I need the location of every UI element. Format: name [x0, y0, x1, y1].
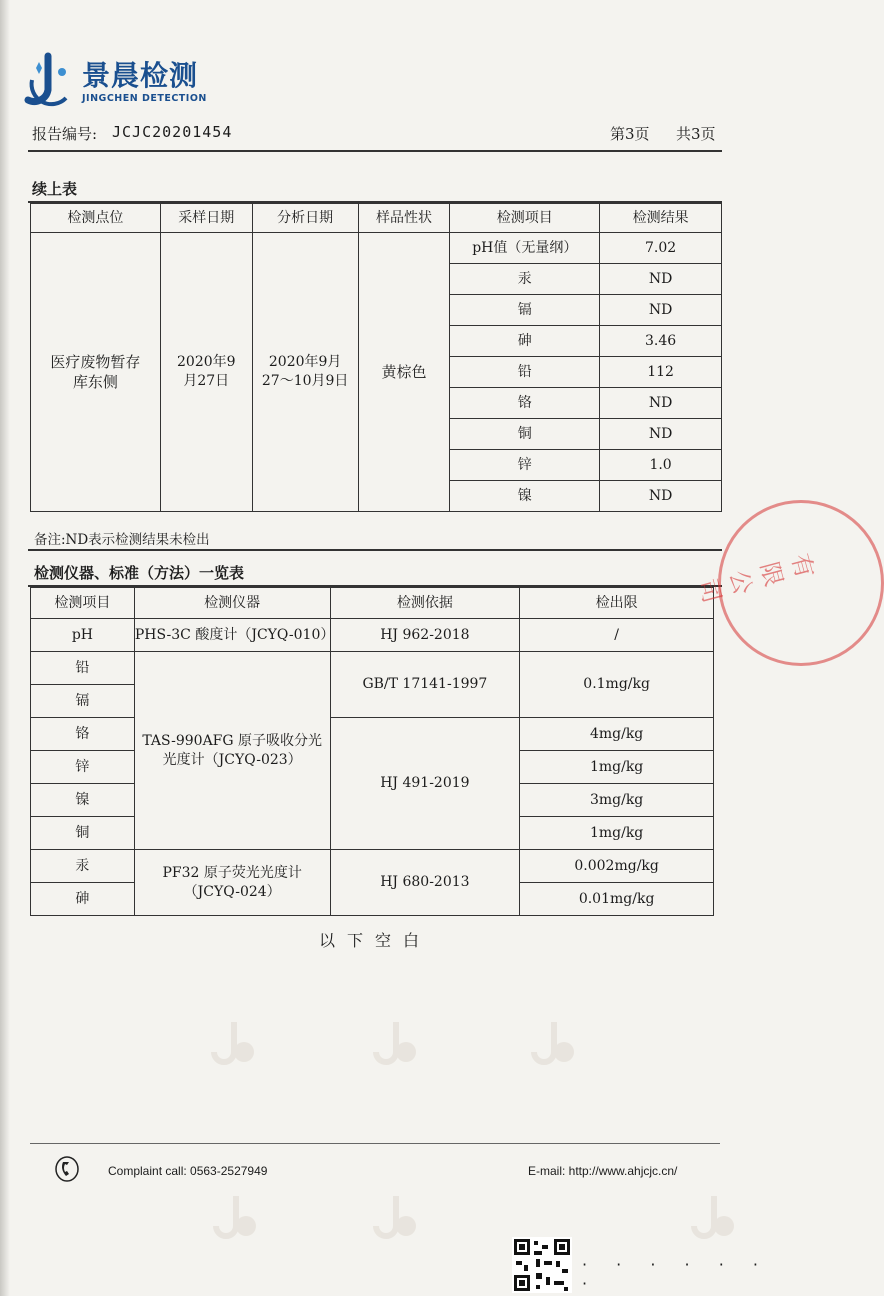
brand-name-cn: 景晨检测: [82, 59, 199, 92]
col-header: 检测项目: [31, 588, 135, 619]
instrument: TAS-990AFG 原子吸收分光光度计（JCYQ-023）: [134, 652, 330, 850]
detection-limit: /: [520, 619, 714, 652]
test-item: 铬: [450, 388, 600, 419]
watermark-logo-icon: [212, 1192, 260, 1240]
instrument: PHS-3C 酸度计（JCYQ-010）: [134, 619, 330, 652]
col-header: 检出限: [520, 588, 714, 619]
detection-limit: 0.01mg/kg: [520, 883, 714, 916]
col-header: 样品性状: [358, 204, 450, 233]
test-item: 镉: [450, 295, 600, 326]
watermark-logo-icon: [210, 1018, 258, 1066]
method-basis: HJ 962-2018: [330, 619, 520, 652]
report-number-label: 报告编号:: [32, 125, 98, 143]
col-header: 检测仪器: [134, 588, 330, 619]
brand-name-en: JINGCHEN DETECTION: [82, 93, 207, 104]
detection-limit: 1mg/kg: [520, 751, 714, 784]
jingchen-logo-icon: [22, 52, 78, 112]
results-table: [30, 203, 722, 512]
method-basis: HJ 491-2019: [330, 718, 520, 850]
company-logo: [22, 52, 222, 112]
detection-limit: 0.1mg/kg: [520, 652, 714, 718]
footer-divider: [30, 1143, 720, 1144]
method-basis: GB/T 17141-1997: [330, 652, 520, 718]
page-total: 共3页: [676, 125, 716, 143]
watermark-logo-icon: [372, 1192, 420, 1240]
website-email: E-mail: http://www.ahjcjc.cn/: [528, 1164, 678, 1178]
test-item: 汞: [450, 264, 600, 295]
test-item: pH: [31, 619, 135, 652]
phone-icon: [54, 1155, 80, 1183]
col-header: 检测结果: [600, 204, 722, 233]
watermark-logo-icon: [530, 1018, 578, 1066]
test-item: 汞: [31, 850, 135, 883]
test-item: 镍: [450, 481, 600, 512]
note-divider: [28, 549, 722, 551]
header-divider: [28, 150, 722, 152]
test-item: 铜: [31, 817, 135, 850]
analysis-date: 2020年9月27～10月9日: [252, 233, 358, 512]
instrument-section-title: 检测仪器、标准（方法）一览表: [34, 564, 245, 582]
instrument: PF32 原子荧光光度计（JCYQ-024）: [134, 850, 330, 916]
continued-title: 续上表: [32, 180, 78, 198]
sample-date: 2020年9月27日: [160, 233, 252, 512]
sample-state: 黄棕色: [358, 233, 450, 512]
test-item: 镉: [31, 685, 135, 718]
qr-code-icon: [512, 1237, 572, 1293]
note-text: 备注:ND表示检测结果未检出: [34, 532, 210, 548]
test-item: 铅: [450, 357, 600, 388]
test-item: pH值（无量纲）: [450, 233, 600, 264]
test-result: 1.0: [600, 450, 722, 481]
page-number: 第3页: [610, 125, 650, 143]
seal-text: 有限公司: [693, 550, 820, 606]
test-result: ND: [600, 481, 722, 512]
instrument-table: [30, 587, 714, 916]
test-item: 砷: [31, 883, 135, 916]
col-header: 采样日期: [160, 204, 252, 233]
method-basis: HJ 680-2013: [330, 850, 520, 916]
test-result: ND: [600, 419, 722, 450]
test-item: 铬: [31, 718, 135, 751]
test-result: 112: [600, 357, 722, 388]
test-item: 砷: [450, 326, 600, 357]
sampling-site: 医疗废物暂存库东侧: [31, 233, 161, 512]
col-header: 检测依据: [330, 588, 520, 619]
complaint-phone: Complaint call: 0563-2527949: [108, 1164, 268, 1178]
report-number: JCJC20201454: [112, 123, 233, 141]
test-result: 7.02: [600, 233, 722, 264]
detection-limit: 4mg/kg: [520, 718, 714, 751]
test-result: ND: [600, 264, 722, 295]
detection-limit: 0.002mg/kg: [520, 850, 714, 883]
col-header: 分析日期: [252, 204, 358, 233]
watermark-logo-icon: [372, 1018, 420, 1066]
test-item: 铜: [450, 419, 600, 450]
test-item: 镍: [31, 784, 135, 817]
col-header: 检测项目: [450, 204, 600, 233]
page-dots: · · · · · · ·: [582, 1255, 770, 1293]
detection-limit: 1mg/kg: [520, 817, 714, 850]
detection-limit: 3mg/kg: [520, 784, 714, 817]
col-header: 检测点位: [31, 204, 161, 233]
test-item: 锌: [31, 751, 135, 784]
test-item: 铅: [31, 652, 135, 685]
end-of-report: 以下空白: [318, 931, 431, 950]
paper-edge: [0, 0, 10, 1296]
test-item: 锌: [450, 450, 600, 481]
test-result: 3.46: [600, 326, 722, 357]
test-result: ND: [600, 295, 722, 326]
watermark-logo-icon: [690, 1192, 738, 1240]
test-result: ND: [600, 388, 722, 419]
